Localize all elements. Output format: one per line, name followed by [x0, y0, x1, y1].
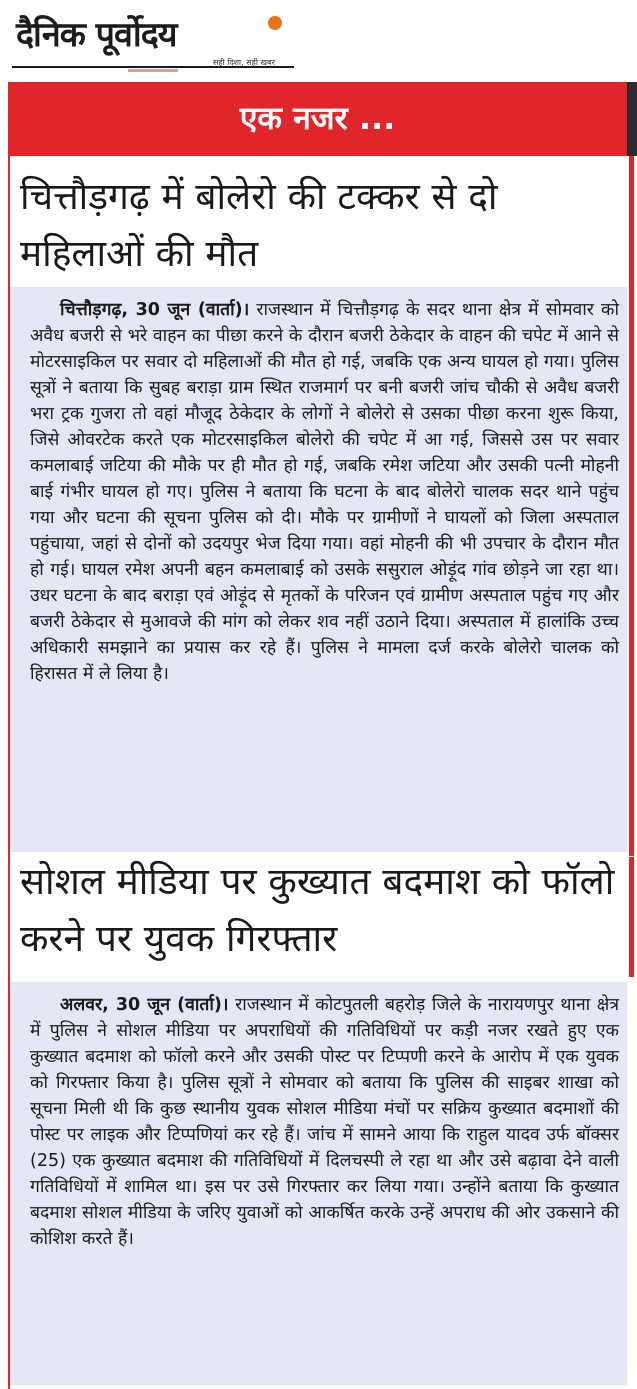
frame-right-border	[629, 156, 634, 856]
article-body: राजस्थान में कोटपुतली बहरोड़ जिले के नारायणपुर थाना क्षेत्र में पुलिस ने सोशल मीडिया पर अपराधियों की गतिविधियों पर कड़ी नजर रखते हुए एक कुख्यात बदमाश को फॉलो करने और उसकी पोस्ट पर टिप्पणी करने के आरोप में एक युवक को गिरफ्तार किया है। पुलिस सूत्रों ने सोमवार को बताया कि पुलिस की साइबर शाखा को सूचना मिली थी कि कुछ स्थानीय युवक सोशल मीडिया मंचों पर सक्रिय कुख्यात बदमाशों की पोस्ट पर लाइक और टिप्पणियां कर रहे हैं। जांच में सामने आया कि राहुल यादव उर्फ बॉक्सर (25) एक कुख्यात बदमाश की गतिविधियों में दिलचस्पी ले रहा था और उसे बढ़ावा देने वाली गतिविधियों में शामिल था। इस पर उसे गिरफ्तार कर लिया गया। उन्होंने बताया कि कुख्यात बदमाश सोशल मीडिया के जरिए युवाओं को आकर्षित करके उन्हें अपराध की ओर उकसाने की कोशिश करते हैं।	[30, 995, 619, 1249]
logo-dot-icon	[268, 16, 282, 30]
article-headline: सोशल मीडिया पर कुख्यात बदमाश को फॉलो करने पर युवक गिरफ्तार	[20, 860, 615, 960]
section-banner	[8, 82, 627, 156]
tagline: सही दिशा, सही खबर	[213, 58, 275, 67]
article-text	[30, 992, 619, 1252]
masthead-strip	[128, 69, 178, 72]
edge-strip	[627, 82, 637, 156]
newspaper-logo: दैनिक पूर्वोदय	[16, 15, 177, 55]
article-body: राजस्थान में चित्तौड़गढ़ के सदर थाना क्षेत्र में सोमवार को अवैध बजरी से भरे वाहन का पीछा करने के दौरान बजरी ठेकेदार के वाहन की चपेट में आने से मोटरसाइकिल पर सवार दो महिलाओं की मौत हो गई, जबकि एक अन्य घायल हो गया। पुलिस सूत्रों ने बताया कि सुबह बराड़ा ग्राम स्थित राजमार्ग पर बनी बजरी जांच चौकी से अवैध बजरी भरा ट्रक गुजरा तो वहां मौजूद ठेकेदार के लोगों ने बोलेरो से उसका पीछा करना शुरू किया, जिसे ओवरटेक करते एक मोटरसाइकिल बोलेरो की चपेट में आ गई, जिससे उस पर सवार कमलाबाई जटिया की मौके पर ही मौत हो गई, जबकि रमेश जटिया और उसकी पत्नी मोहनी बाई गंभीर घायल हो गए। पुलिस ने बताया कि घटना के बाद बोलेरो चालक सदर थाने पहुंच गया और घटना की सूचना पुलिस को दी। मौके पर ग्रामीणों ने घायलों को जिला अस्पताल पहुंचाया, जहां से दोनों को उदयपुर भेज दिया गया। वहां मोहनी की भी उपचार के दौरान मौत हो गई। घायल रमेश अपनी बहन कमलाबाई को उसके ससुराल ओड़ूंद गांव छोड़ने जा रहा था। उधर घटना के बाद बराड़ा एवं ओड़ूंद से मृतकों के परिजन एवं ग्रामीण अस्पताल पहुंच गए और बजरी ठेकेदार से मुआवजे की मांग को लेकर शव नहीं उठाने दिया। अस्पताल में हालांकि उच्च अधिकारी समझाने का प्रयास कर रहे हैं। पुलिस ने मामला दर्ज करके बोलेरो चालक को हिरासत में ले लिया है।	[30, 300, 619, 684]
article-body-box	[10, 982, 627, 1385]
article-dateline: चित्तौड़गढ़, 30 जून (वार्ता)।	[60, 300, 250, 320]
frame-right-border	[629, 857, 634, 977]
article-body-box	[10, 287, 627, 852]
article-dateline: अलवर, 30 जून (वार्ता)।	[60, 995, 229, 1015]
masthead	[10, 6, 300, 76]
article-text	[30, 297, 619, 687]
section-title: एक नजर ...	[239, 99, 396, 137]
article-headline: चित्तौड़गढ़ में बोलेरो की टक्कर से दो महिलाओं की मौत	[20, 175, 498, 275]
